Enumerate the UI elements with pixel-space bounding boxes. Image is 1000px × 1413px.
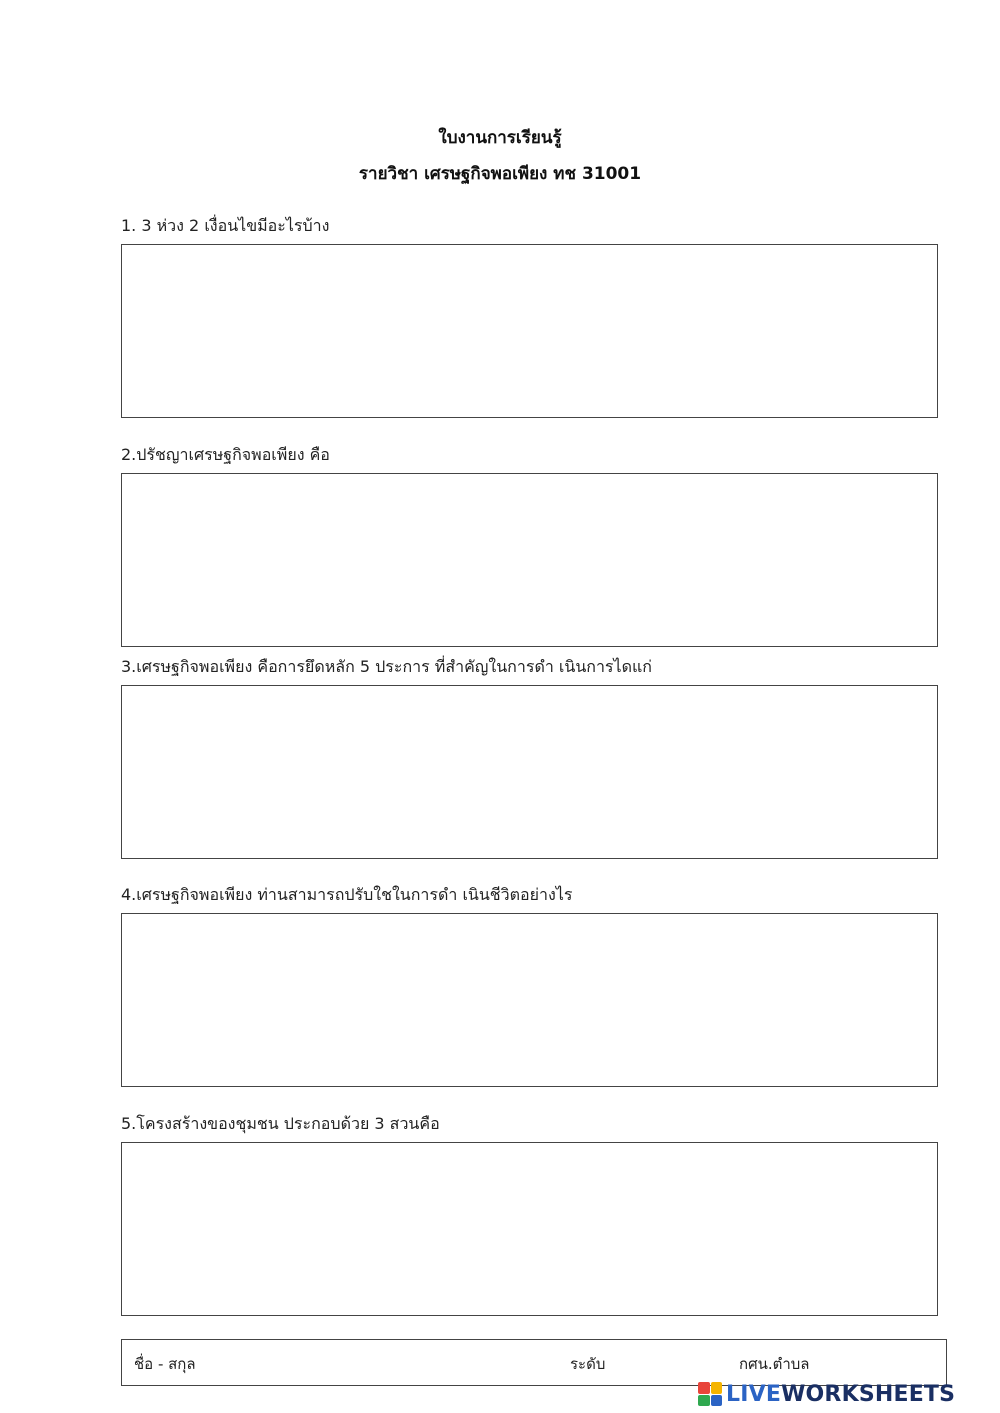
question-5-label: 5.โครงสร้างของชุมชน ประกอบด้วย 3 สวนคือ: [121, 1114, 440, 1133]
brand-wordmark: [726, 1382, 955, 1407]
question-1-label: 1. 3 ห่วง 2 เงื่อนไขมีอะไรบ้าง: [121, 216, 330, 235]
liveworksheets-brand: [698, 1379, 955, 1409]
answer-box-3[interactable]: [121, 685, 938, 859]
worksheet-subtitle: รายวิชา เศรษฐกิจพอเพียง ทช 31001: [358, 164, 642, 184]
worksheet-title: ใบงานการเรียนรู้: [438, 128, 562, 148]
answer-box-1[interactable]: [121, 244, 938, 418]
brand-part-1: LIVE: [726, 1381, 782, 1407]
level-label: ระดับ: [570, 1355, 606, 1373]
question-3-label: 3.เศรษฐกิจพอเพียง คือการยึดหลัก 5 ประการ ที่สำคัญในการดำ เนินการไดแก่: [121, 657, 652, 676]
center-label: กศน.ตำบล: [739, 1355, 810, 1373]
answer-box-2[interactable]: [121, 473, 938, 647]
answer-box-5[interactable]: [121, 1142, 938, 1316]
question-2-label: 2.ปรัชญาเศรษฐกิจพอเพียง คือ: [121, 445, 330, 464]
name-label: ชื่อ - สกุล: [134, 1355, 196, 1373]
brand-part-2: WORKSHEETS: [781, 1381, 956, 1407]
liveworksheets-logo-icon: [698, 1382, 722, 1406]
question-4-label: 4.เศรษฐกิจพอเพียง ท่านสามารถปรับใชในการดำ เนินชีวิตอย่างไร: [121, 885, 573, 904]
answer-box-4[interactable]: [121, 913, 938, 1087]
